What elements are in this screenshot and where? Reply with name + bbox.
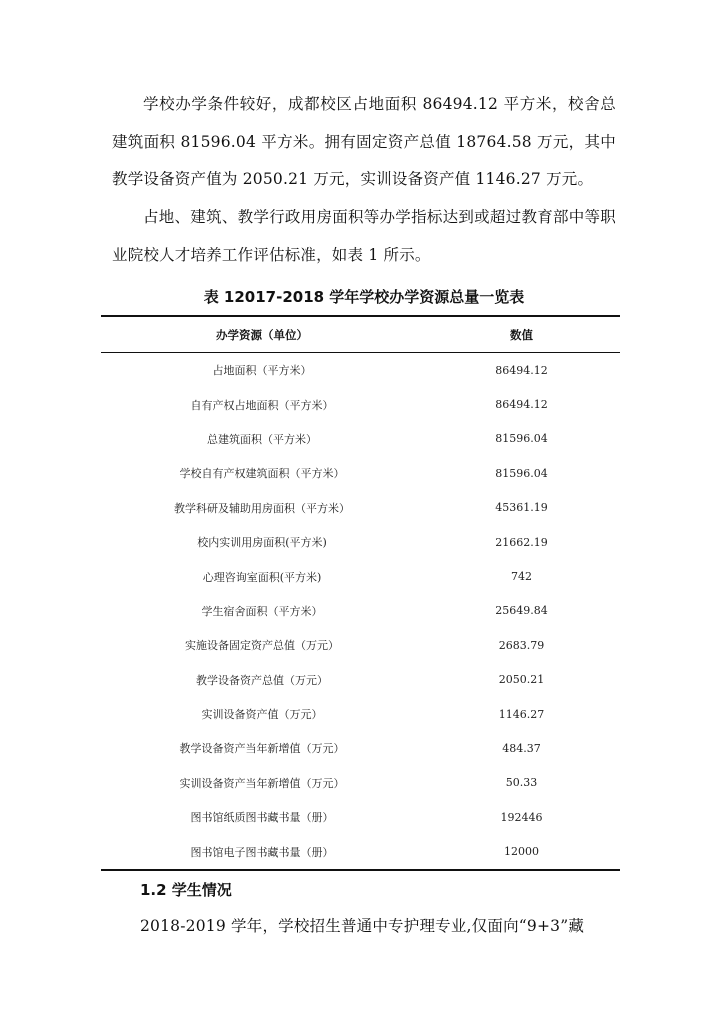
resource-value-cell: 81596.04 (495, 432, 548, 446)
resource-value-cell: 50.33 (505, 776, 538, 790)
table-row (101, 456, 620, 490)
resource-name-cell: 总建筑面积（平方米） (207, 432, 317, 446)
resource-name-cell: 实训设备资产当年新增值（万元） (179, 776, 345, 790)
resource-value-cell: 12000 (423, 834, 620, 869)
resource-name-cell: 教学设备资产总值（万元） (196, 673, 328, 687)
resource-name-cell: 实训设备资产值（万元） (201, 708, 323, 722)
table-row (101, 697, 620, 731)
intro-paragraph: 学校办学条件较好，成都校区占地面积 86494.12 平方米，校舍总建筑面积 81596.04 平方米。拥有固定资产总值 18764.58 万元，其中教学设备资产值为 2050.21 万元，实训设备资产值 1146.27 万元。 (112, 95, 616, 188)
standards-paragraph: 占地、建筑、教学行政用房面积等办学指标达到或超过教育部中等职业院校人才培养工作评估标准，如表 1 所示。 (112, 208, 616, 264)
table-header-row (101, 316, 620, 353)
resource-value-cell: 45361.19 (495, 501, 548, 515)
resource-name-cell: 校内实训用房面积(平方米) (197, 536, 327, 550)
resource-value-cell: 25649.84 (495, 604, 548, 618)
table-row (101, 387, 620, 421)
resource-value-cell: 21662.19 (495, 535, 548, 549)
resource-value-cell: 1146.27 (498, 707, 545, 721)
resource-value-cell: 86494.12 (495, 398, 548, 412)
table-caption: 表 12017-2018 学年学校办学资源总量一览表 (203, 288, 525, 306)
resource-name-cell: 占地面积（平方米） (212, 364, 312, 378)
resource-name-cell: 实施设备固定资产总值（万元） (185, 639, 339, 653)
table-row (101, 628, 620, 662)
resource-name-cell: 学生宿舍面积（平方米） (201, 604, 323, 618)
resource-name-cell: 教学科研及辅助用房面积（平方米） (174, 501, 350, 515)
table-row (101, 491, 620, 525)
resource-name-cell: 自有产权占地面积（平方米） (190, 398, 334, 412)
section-paragraph: 2018-2019 学年，学校招生普通中专护理专业,仅面向“9+3”藏 (140, 917, 585, 935)
resource-name-cell: 图书馆纸质图书藏书量（册） (190, 811, 334, 825)
resource-value-cell: 2050.21 (498, 673, 545, 687)
table-row (101, 559, 620, 593)
resource-name-cell: 心理咨询室面积(平方米) (202, 570, 322, 584)
resource-value-cell: 484.37 (502, 741, 541, 755)
header-resource: 办学资源（单位） (101, 316, 423, 353)
section-heading: 1.2 学生情况 (140, 881, 232, 899)
header-value: 数值 (423, 316, 620, 353)
table-row (101, 834, 620, 869)
table-row (101, 800, 620, 834)
resource-name-cell: 学校自有产权建筑面积（平方米） (179, 467, 345, 481)
table-row (101, 731, 620, 765)
table-row (101, 766, 620, 800)
resource-value-cell: 2683.79 (498, 638, 545, 652)
table-row (101, 594, 620, 628)
table-row (101, 422, 620, 456)
resource-name-cell: 图书馆电子图书藏书量（册） (101, 834, 423, 869)
resource-value-cell: 742 (511, 570, 532, 584)
resource-value-cell: 192446 (500, 810, 543, 824)
table-row (101, 525, 620, 559)
table-row (101, 353, 620, 388)
resource-value-cell: 86494.12 (495, 363, 548, 377)
resource-value-cell: 81596.04 (495, 466, 548, 480)
resources-table (101, 315, 620, 871)
resource-name-cell: 教学设备资产当年新增值（万元） (179, 742, 345, 756)
table-row (101, 663, 620, 697)
